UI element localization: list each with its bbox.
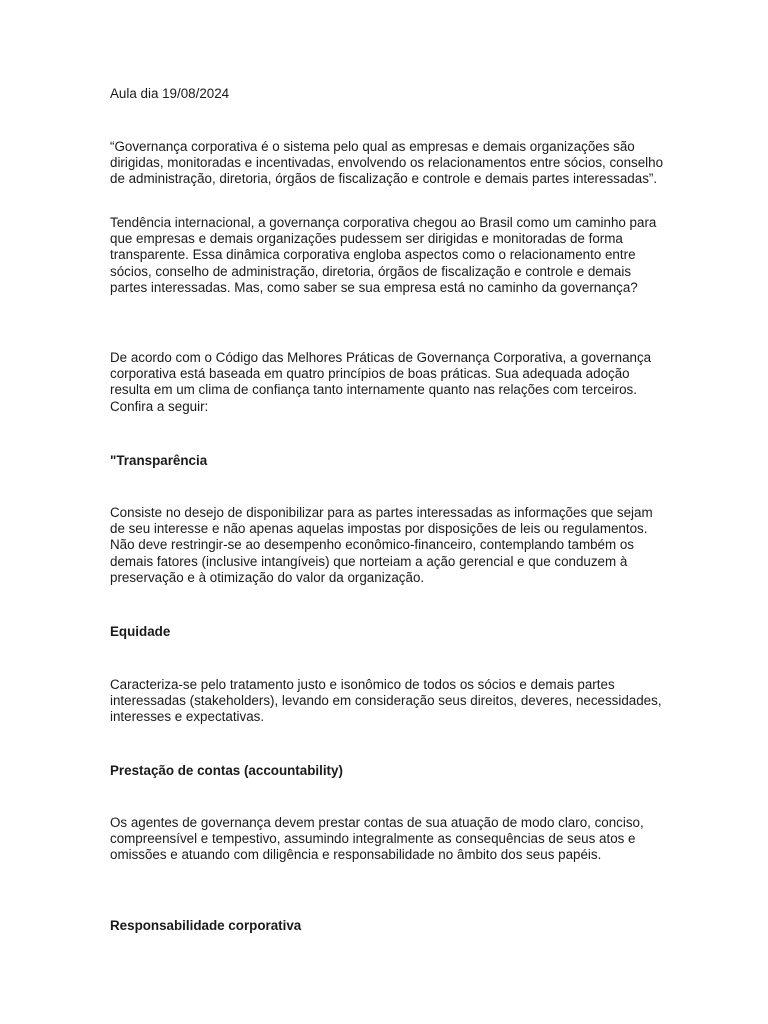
intro-paragraph: Tendência internacional, a governança corporativa chegou ao Brasil como um caminho para que empresas e demais organizações pudessem ser dirigidas e monitoradas de forma transparente. Essa dinâmica corporativa engloba aspectos como o relacionamento entre sócios, conselho de administração, diretoria, órgãos de fiscalização e controle e demais partes interessadas. Mas, como saber se sua empresa está no caminho da governança? (110, 215, 657, 295)
quote-paragraph: “Governança corporativa é o sistema pelo qual as empresas e demais organizações são dirigidas, monitoradas e incentivadas, envolvendo os relacionamentos entre sócios, conselho de administração, diretoria, órgãos de fiscalização e controle e demais partes interessadas”. (110, 139, 664, 187)
section-heading-equidade: Equidade (110, 624, 171, 639)
section-body-transparencia: Consiste no desejo de disponibilizar para as partes interessadas as informações que sejam de seu interesse e não apenas aquelas impostas por disposições de leis ou regulamentos. Não deve restringir-se ao desempenho econômico-financeiro, contemplando também os demais fatores (inclusive intangíveis) que norteiam a ação gerencial e que conduzem à preservação e à otimização do valor da organização. (110, 505, 653, 585)
section-heading-transparencia: "Transparência (110, 453, 208, 468)
principles-intro-paragraph: De acordo com o Código das Melhores Práticas de Governança Corporativa, a governança corporativa está baseada em quatro princípios de boas práticas. Sua adequada adoção resulta em um clima de confiança tanto internamente quanto nas relações com terceiros. Confira a seguir: (110, 350, 652, 414)
section-body-prestacao-de-contas: Os agentes de governança devem prestar contas de sua atuação de modo claro, conciso, compreensível e tempestivo, assumindo integralmente as consequências de seus atos e omissões e atuando com diligência e responsabilidade no âmbito dos seus papéis. (110, 815, 644, 863)
date-line: Aula dia 19/08/2024 (110, 86, 230, 101)
section-body-equidade: Caracteriza-se pelo tratamento justo e isonômico de todos os sócios e demais partes interessadas (stakeholders), levando em consideração seus direitos, deveres, necessidades, interesses e expectativas. (110, 677, 662, 725)
section-heading-prestacao-de-contas: Prestação de contas (accountability) (110, 763, 343, 778)
section-heading-responsabilidade-corporativa: Responsabilidade corporativa (110, 918, 302, 933)
